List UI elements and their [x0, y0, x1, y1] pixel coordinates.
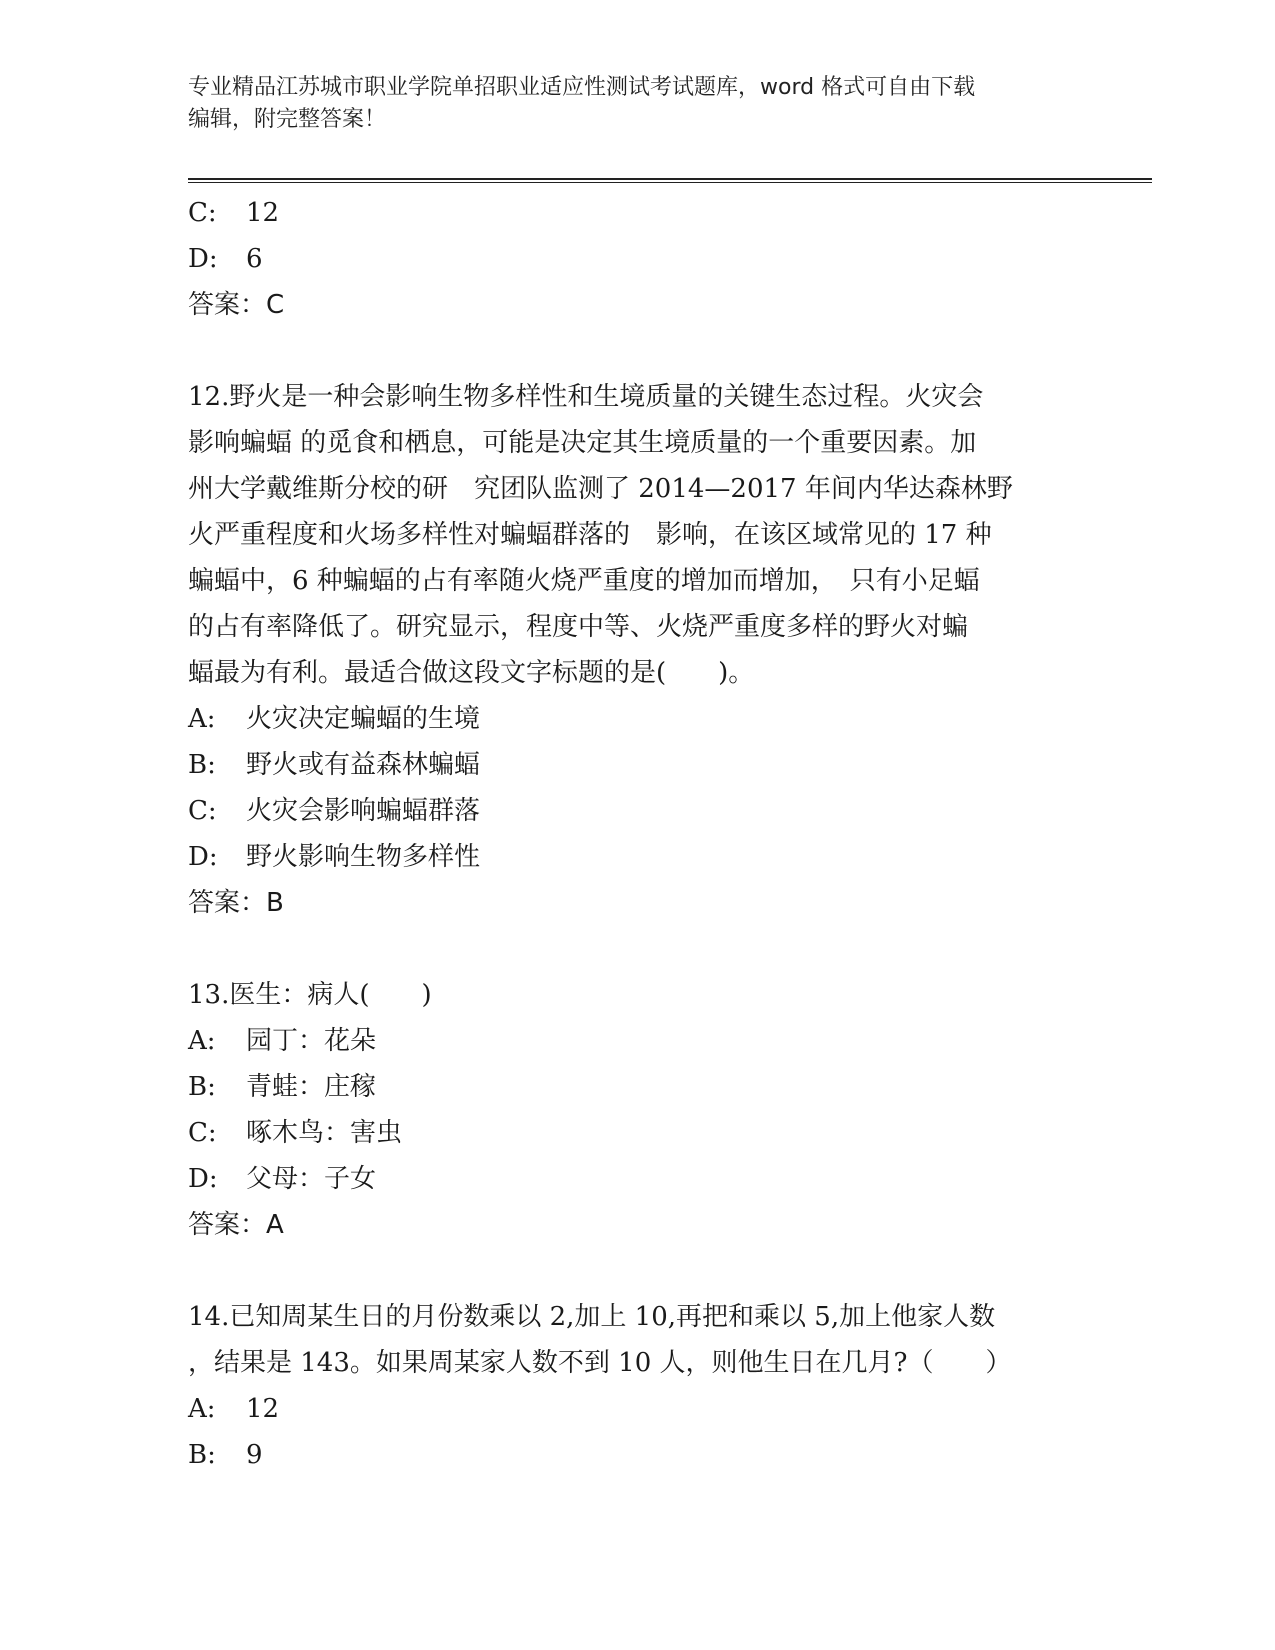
question-text-line: 13.医生：病人( ): [188, 980, 432, 1010]
option-key: A:: [188, 1394, 216, 1424]
option-key: D:: [188, 244, 218, 274]
question-text-line: 州大学戴维斯分校的研 究团队监测了 2014—2017 年间内华达森林野: [188, 474, 1013, 504]
option-b: [188, 1432, 1088, 1478]
answer-line: 答案：C: [188, 290, 285, 320]
option-b: [188, 742, 1088, 788]
option-text: 6: [246, 244, 263, 274]
question-text-line: ，结果是 143。如果周某家人数不到 10 人，则他生日在几月?（ ）: [188, 1348, 1012, 1378]
option-text: 父母：子女: [246, 1164, 377, 1194]
option-d: [188, 834, 1088, 880]
question-content: [188, 190, 1088, 1478]
option-c: [188, 190, 1088, 236]
question-text-line: 火严重程度和火场多样性对蝙蝠群落的 影响，在该区域常见的 17 种: [188, 520, 992, 550]
option-key: D:: [188, 842, 218, 872]
option-text: 12: [246, 1394, 280, 1424]
header-line-1: 专业精品江苏城市职业学院单招职业适应性测试考试题库，word 格式可自由下载: [188, 75, 976, 100]
question-text-line: 12.野火是一种会影响生物多样性和生境质量的关键生态过程。火灾会: [188, 382, 984, 412]
header-line-2: 编辑，附完整答案！: [188, 107, 387, 132]
option-key: C:: [188, 796, 217, 826]
question-11-tail: [188, 190, 1088, 328]
option-text: 野火或有益森林蝙蝠: [246, 750, 481, 780]
option-text: 12: [246, 198, 280, 228]
question-14: [188, 1294, 1088, 1478]
question-text-line: 14.已知周某生日的月份数乘以 2,加上 10,再把和乘以 5,加上他家人数: [188, 1302, 996, 1332]
option-c: [188, 1110, 1088, 1156]
option-text: 野火影响生物多样性: [246, 842, 481, 872]
option-key: B:: [188, 750, 216, 780]
option-text: 9: [246, 1440, 263, 1470]
question-12: [188, 374, 1088, 926]
question-13: [188, 972, 1088, 1248]
option-d: [188, 1156, 1088, 1202]
option-d: [188, 236, 1088, 282]
question-text-line: 蝠最为有利。最适合做这段文字标题的是( )。: [188, 658, 755, 688]
answer-line: 答案：A: [188, 1210, 284, 1240]
option-key: A:: [188, 704, 216, 734]
header-divider-thick: [188, 178, 1152, 180]
option-text: 园丁：花朵: [246, 1026, 377, 1056]
option-b: [188, 1064, 1088, 1110]
option-text: 啄木鸟：害虫: [246, 1118, 403, 1148]
option-a: [188, 1386, 1088, 1432]
option-a: [188, 1018, 1088, 1064]
option-key: A:: [188, 1026, 216, 1056]
spacer: [188, 1248, 1088, 1294]
option-text: 火灾会影响蝙蝠群落: [246, 796, 481, 826]
option-c: [188, 788, 1088, 834]
option-key: D:: [188, 1164, 218, 1194]
spacer: [188, 328, 1088, 374]
spacer: [188, 926, 1088, 972]
option-text: 青蛙：庄稼: [246, 1072, 377, 1102]
option-key: C:: [188, 1118, 217, 1148]
answer-line: 答案：B: [188, 888, 284, 918]
question-text-line: 的占有率降低了。研究显示，程度中等、火烧严重度多样的野火对蝙: [188, 612, 969, 642]
option-key: B:: [188, 1072, 216, 1102]
option-key: C:: [188, 198, 217, 228]
question-text-line: 蝙蝠中，6 种蝙蝠的占有率随火烧严重度的增加而增加， 只有小足蝠: [188, 566, 980, 596]
option-text: 火灾决定蝙蝠的生境: [246, 704, 481, 734]
page-header: [188, 72, 1068, 136]
header-divider-thin: [188, 182, 1152, 183]
option-a: [188, 696, 1088, 742]
option-key: B:: [188, 1440, 216, 1470]
question-text-line: 影响蝙蝠 的觅食和栖息，可能是决定其生境质量的一个重要因素。加: [188, 428, 977, 458]
